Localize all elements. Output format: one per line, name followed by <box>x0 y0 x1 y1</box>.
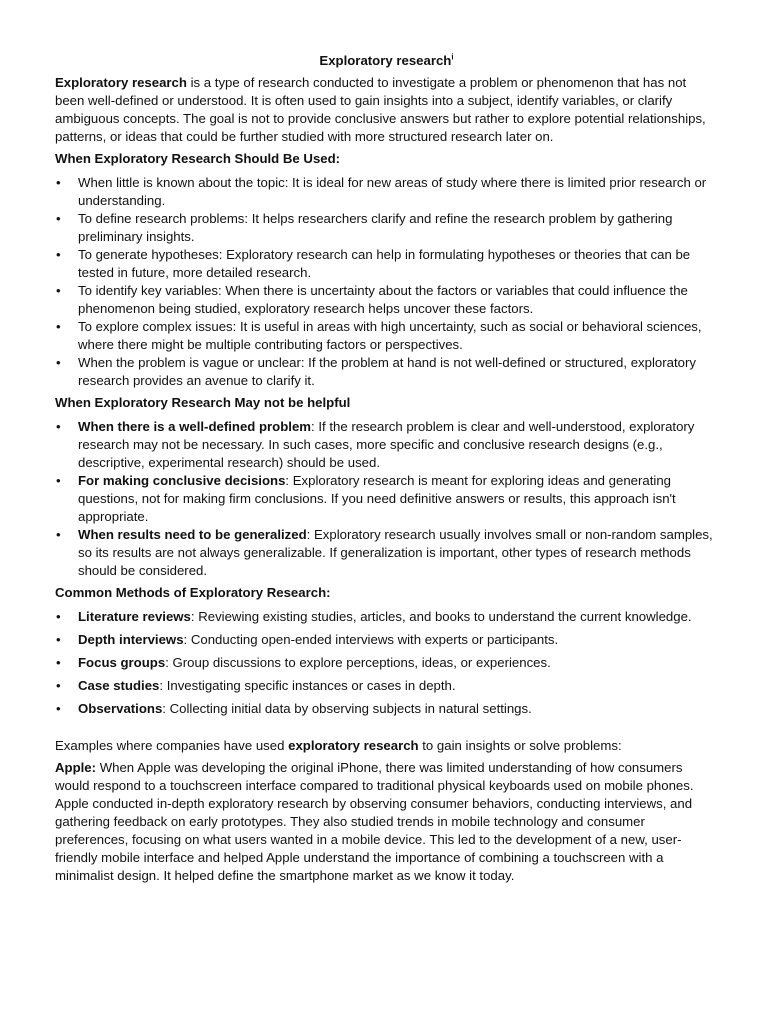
list-item: • For making conclusive decisions: Exploratory research is meant for exploring ideas and generating questions, not for making firm conclusions. If you need definitive answers or results, this approach isn't appropriate. <box>56 473 676 524</box>
list-item: • To generate hypotheses: Exploratory research can help in formulating hypotheses or theories that can be tested in future, more detailed research. <box>56 247 691 280</box>
bullet-icon: • <box>56 473 61 488</box>
list-item: • Literature reviews: Reviewing existing studies, articles, and books to understand the current knowledge. <box>56 609 692 624</box>
list-when-used <box>55 174 718 390</box>
bullet-icon: • <box>56 283 61 298</box>
section-heading-methods: Common Methods of Exploratory Research: <box>55 585 331 600</box>
title-footnote-marker: i <box>451 52 454 62</box>
bullet-icon: • <box>56 319 61 334</box>
bullet-icon: • <box>56 632 61 647</box>
list-item: • When results need to be generalized: Exploratory research usually involves small or non-random samples, so its results are not always generalizable. If generalization is important, other types of research methods should be considered. <box>56 527 713 578</box>
list-item: • To explore complex issues: It is useful in areas with high uncertainty, such as social or behavioral sciences, where there might be multiple contributing factors or perspectives. <box>56 319 702 352</box>
list-item: • When the problem is vague or unclear: If the problem at hand is not well-defined or structured, exploratory research provides an avenue to clarify it. <box>56 355 696 388</box>
list-methods <box>55 608 718 718</box>
list-item: • To identify key variables: When there is uncertainty about the factors or variables that could influence the phenomenon being studied, exploratory research helps uncover these factors. <box>56 283 688 316</box>
list-not-helpful <box>55 418 718 580</box>
list-item: • When little is known about the topic: It is ideal for new areas of study where there is limited prior research or understanding. <box>56 175 707 208</box>
bullet-icon: • <box>56 419 61 434</box>
bullet-icon: • <box>56 609 61 624</box>
section-heading-not-helpful: When Exploratory Research May not be helpful <box>55 395 351 410</box>
list-item: • To define research problems: It helps researchers clarify and refine the research problem by gathering preliminary insights. <box>56 211 673 244</box>
bullet-icon: • <box>56 655 61 670</box>
bullet-icon: • <box>56 175 61 190</box>
list-item: • Case studies: Investigating specific instances or cases in depth. <box>56 678 456 693</box>
list-item: • Observations: Collecting initial data by observing subjects in natural settings. <box>56 701 532 716</box>
intro-paragraph: Exploratory research is a type of research conducted to investigate a problem or phenomenon that has not been well-defined or understood. It is often used to gain insights into a subject, identify variables, or clarify ambiguous concepts. The goal is not to provide conclusive answers but rather to explore potential relationships, patterns, or ideas that could be further studied with more structured research later on. <box>55 75 706 144</box>
bullet-icon: • <box>56 355 61 370</box>
bullet-icon: • <box>56 701 61 716</box>
apple-example-paragraph: Apple: When Apple was developing the original iPhone, there was limited understanding of how consumers would respond to a touchscreen interface compared to traditional physical keyboards used on mobile phones. Apple conducted in-depth exploratory research by observing consumer behaviors, conducting interviews, and gathering feedback on early prototypes. They also studied trends in mobile technology and consumer preferences, focusing on what users wanted in a mobile device. This led to the development of a new, user-friendly mobile interface and helped Apple understand the importance of combining a touchscreen with a minimalist design. It helped define the smartphone market as we know it today. <box>55 760 694 883</box>
bullet-icon: • <box>56 211 61 226</box>
bullet-icon: • <box>56 678 61 693</box>
list-item: • When there is a well-defined problem: If the research problem is clear and well-understood, exploratory research may not be necessary. In such cases, more specific and conclusive research designs (e.g., descriptive, experimental research) should be used. <box>56 419 695 470</box>
blank-line <box>55 723 718 737</box>
examples-intro: Examples where companies have used exploratory research to gain insights or solve problems: <box>55 738 622 753</box>
bullet-icon: • <box>56 527 61 542</box>
list-item: • Focus groups: Group discussions to explore perceptions, ideas, or experiences. <box>56 655 551 670</box>
bullet-icon: • <box>56 247 61 262</box>
document-title: Exploratory research$^i$ <box>319 52 454 68</box>
section-heading-when-used: When Exploratory Research Should Be Used: <box>55 151 341 166</box>
list-item: • Depth interviews: Conducting open-ended interviews with experts or participants. <box>56 632 559 647</box>
